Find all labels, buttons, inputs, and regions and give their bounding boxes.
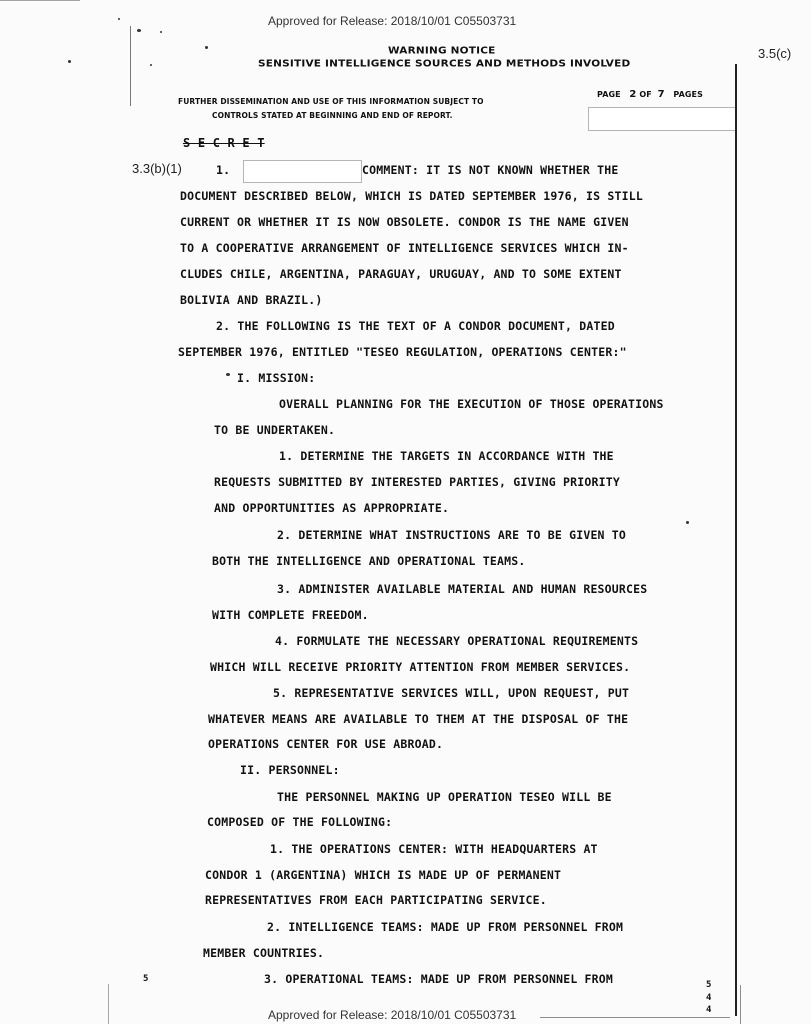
scan-edge-left-lower [108,984,109,1024]
body-line: SEPTEMBER 1976, ENTITLED "TESEO REGULATION, OPERATIONS CENTER:" [178,345,627,359]
body-line: TO BE UNDERTAKEN. [214,423,336,437]
body-line: WHATEVER MEANS ARE AVAILABLE TO THEM AT THE DISPOSAL OF THE [208,712,629,726]
body-line: WITH COMPLETE FREEDOM. [212,608,369,622]
page-total: 7 [657,89,665,100]
section-heading: I. MISSION: [237,371,316,385]
page-indicator [597,89,703,100]
body-line: 5. REPRESENTATIVE SERVICES WILL, UPON REQUEST, PUT [273,686,630,700]
release-footer: Approved for Release: 2018/10/01 C05503731 [268,1008,517,1022]
scan-edge-left [130,26,131,106]
redaction-box-para1 [243,160,362,183]
dissemination-line-2: CONTROLS STATED AT BEGINNING AND END OF REPORT. [212,111,453,120]
body-line: 1. THE OPERATIONS CENTER: WITH HEADQUARTERS AT [270,842,598,856]
body-line: THE PERSONNEL MAKING UP OPERATION TESEO WILL BE [277,790,612,804]
body-line: CONDOR 1 (ARGENTINA) WHICH IS MADE UP OF PERMANENT [205,868,562,882]
scan-speck [160,31,162,33]
warning-notice-subtitle: SENSITIVE INTELLIGENCE SOURCES AND METHODS INVOLVED [258,58,631,70]
scan-speck [205,46,208,49]
para-1-number: 1. [216,163,231,177]
scan-speck [68,60,71,63]
margin-digit: 4 [706,1005,712,1015]
body-line: AND OPPORTUNITIES AS APPROPRIATE. [214,501,450,515]
body-line: BOTH THE INTELLIGENCE AND OPERATIONAL TEAMS. [212,554,526,568]
scan-speck [686,521,689,524]
scan-edge-right [735,64,737,1016]
release-header: Approved for Release: 2018/10/01 C05503731 [268,14,517,28]
margin-digit: 5 [143,974,149,984]
body-line: DOCUMENT DESCRIBED BELOW, WHICH IS DATED SEPTEMBER 1976, IS STILL [180,189,644,203]
exemption-mark-left: 3.3(b)(1) [132,161,182,176]
body-line: CLUDES CHILE, ARGENTINA, PARAGUAY, URUGUAY, AND TO SOME EXTENT [180,267,622,281]
margin-digit: 5 [706,980,712,990]
body-line: OPERATIONS CENTER FOR USE ABROAD. [208,737,444,751]
classification-marking: S E C R E T [183,136,265,150]
body-line: REPRESENTATIVES FROM EACH PARTICIPATING SERVICE. [205,893,547,907]
margin-digit: 4 [706,993,712,1003]
exemption-mark-right: 3.5(c) [758,46,792,61]
body-line: OVERALL PLANNING FOR THE EXECUTION OF THOSE OPERATIONS [279,397,664,411]
scan-speck [150,64,152,66]
body-line: TO A COOPERATIVE ARRANGEMENT OF INTELLIGENCE SERVICES WHICH IN- [180,241,629,255]
scan-speck [137,29,141,32]
warning-notice-title: WARNING NOTICE [388,45,496,57]
scan-edge-top [0,0,80,1]
scan-speck [226,373,230,376]
body-line: 4. FORMULATE THE NECESSARY OPERATIONAL REQUIREMENTS [275,634,639,648]
body-line: 2. INTELLIGENCE TEAMS: MADE UP FROM PERSONNEL FROM [267,920,624,934]
body-line: 2. THE FOLLOWING IS THE TEXT OF A CONDOR DOCUMENT, DATED [216,319,615,333]
body-line: WHICH WILL RECEIVE PRIORITY ATTENTION FROM MEMBER SERVICES. [210,660,631,674]
body-line: 1. DETERMINE THE TARGETS IN ACCORDANCE WITH THE [279,449,614,463]
body-line: CURRENT OR WHETHER IT IS NOW OBSOLETE. CONDOR IS THE NAME GIVEN [180,215,629,229]
page-of-label: OF [639,90,652,99]
scan-edge-bottom [540,1017,730,1018]
scan-speck [118,18,120,20]
body-line: 3. OPERATIONAL TEAMS: MADE UP FROM PERSONNEL FROM [264,972,614,986]
scan-edge-right-lower [740,985,741,1024]
page-label: PAGE [597,90,621,99]
body-line: REQUESTS SUBMITTED BY INTERESTED PARTIES, GIVING PRIORITY [214,475,621,489]
body-line: BOLIVIA AND BRAZIL.) [180,293,323,307]
body-line: 3. ADMINISTER AVAILABLE MATERIAL AND HUMAN RESOURCES [277,582,648,596]
page-current: 2 [629,89,637,100]
body-line: COMPOSED OF THE FOLLOWING: [207,815,393,829]
section-heading: II. PERSONNEL: [240,763,340,777]
pages-label: PAGES [673,90,703,99]
body-line: 2. DETERMINE WHAT INSTRUCTIONS ARE TO BE GIVEN TO [277,528,627,542]
dissemination-line-1: FURTHER DISSEMINATION AND USE OF THIS INFORMATION SUBJECT TO [178,97,484,106]
body-line: COMMENT: IT IS NOT KNOWN WHETHER THE [362,163,619,177]
body-line: MEMBER COUNTRIES. [203,946,325,960]
redaction-box-header [588,107,737,131]
